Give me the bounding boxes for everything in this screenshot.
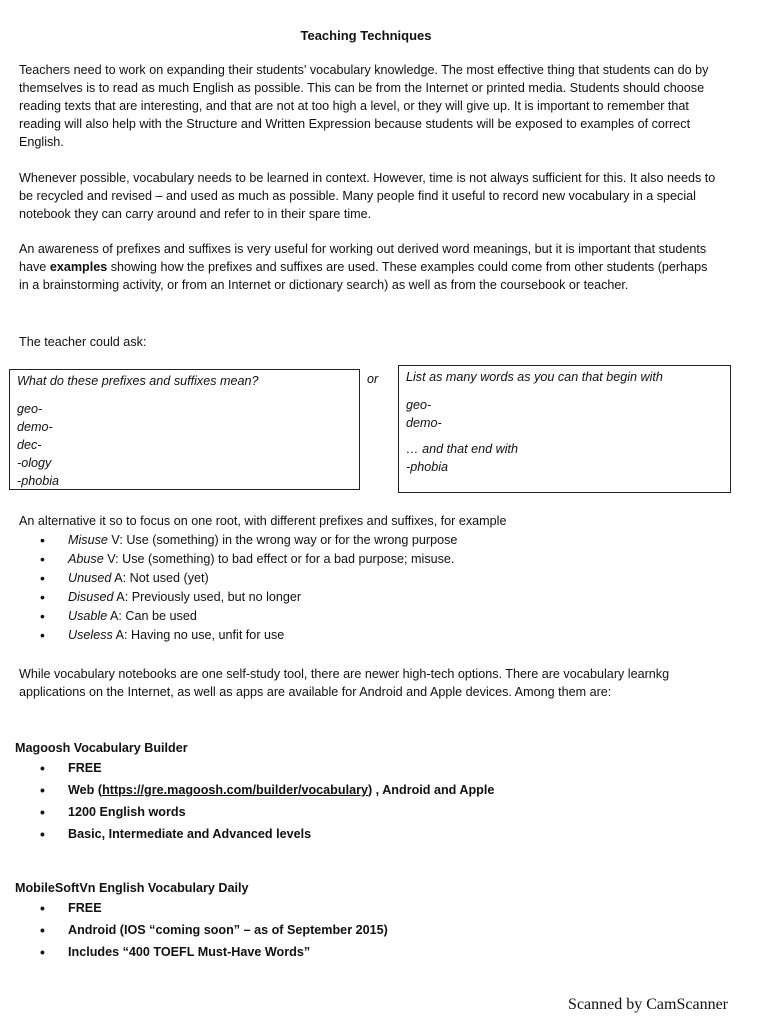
list-item <box>40 899 388 921</box>
definition: A: Previously used, but no longer <box>113 590 302 604</box>
magoosh-link[interactable]: https://gre.magoosh.com/builder/vocabulary <box>102 783 368 797</box>
box-right-item: demo- <box>406 416 442 430</box>
definition: V: Use (something) to bad effect or for a bad purpose; misuse. <box>103 552 455 566</box>
box-left-item: dec- <box>17 438 42 452</box>
app-list-mobilesoftvn <box>40 899 388 965</box>
list-item <box>40 803 494 825</box>
list-item <box>40 626 457 645</box>
box-left-item: demo- <box>17 420 53 434</box>
paragraph-apps: While vocabulary notebooks are one self-study tool, there are newer high-tech options. There are vocabulary learnkg applications on the Internet, as well as apps are available for Android and Apple devices. Among them are: <box>19 667 670 699</box>
word: Misuse <box>68 533 108 547</box>
list-item <box>40 569 457 588</box>
app-feature: Android (IOS “coming soon” – as of September 2015) <box>68 923 388 937</box>
definition: V: Use (something) in the wrong way or for the wrong purpose <box>107 533 458 547</box>
prefix-meaning-box <box>9 369 360 490</box>
app-feature: Basic, Intermediate and Advanced levels <box>68 827 312 841</box>
definition: A: Having no use, unfit for use <box>112 628 285 642</box>
paragraph-prefixes-part2: showing how the prefixes and suffixes are used. These examples could come from other students (perhaps in a brainstorming activity, or from an Internet or dictionary search) as well as from the coursebook or teacher. <box>19 260 708 292</box>
word-list-heading: List as many words as you can that begin with <box>406 370 663 384</box>
list-item <box>40 531 457 550</box>
list-item <box>40 550 457 569</box>
or-label: or <box>367 372 379 386</box>
teacher-could-ask: The teacher could ask: <box>19 335 147 349</box>
list-item <box>40 759 494 781</box>
box-left-item: geo- <box>17 402 43 416</box>
box-left-item: -phobia <box>17 474 60 488</box>
app-feature: FREE <box>68 761 102 775</box>
paragraph-prefixes-bold: examples <box>49 260 108 274</box>
paragraph-prefixes <box>19 240 719 294</box>
paragraph-reading: Teachers need to work on expanding their students' vocabulary knowledge. The most effective thing that students can do by themselves is to read as much English as possible. This can be from the Internet or printed media. Students should choose reading texts that are interesting, and that are not at too high a level, or they will give up. It is important to remember that reading will also help with the Structure and Written Expression because students will be exposed to examples of correct English. <box>19 63 709 149</box>
list-item <box>40 781 494 803</box>
word: Unused <box>68 571 112 585</box>
app-title-magoosh: Magoosh Vocabulary Builder <box>15 741 188 755</box>
app-feature: FREE <box>68 901 102 915</box>
box-right-end-item: -phobia <box>406 460 449 474</box>
app-feature-suffix: ) , Android and Apple <box>367 783 495 797</box>
alternative-intro: An alternative it so to focus on one root, with different prefixes and suffixes, for example <box>19 514 507 528</box>
list-item <box>40 943 388 965</box>
app-feature-prefix: Web ( <box>68 783 103 797</box>
box-right-end-heading: … and that end with <box>406 442 519 456</box>
box-left-item: -ology <box>17 456 52 470</box>
app-list-magoosh <box>40 759 494 847</box>
list-item <box>40 825 494 847</box>
list-item <box>40 607 457 626</box>
app-feature: 1200 English words <box>68 805 186 819</box>
paragraph-context: Whenever possible, vocabulary needs to be learned in context. However, time is not always sufficient for this. It also needs to be recycled and revised – and used as much as possible. Many people find it useful to record new vocabulary in a special notebook they can carry around and refer to in their spare time. <box>19 171 716 221</box>
scanner-watermark: Scanned by CamScanner <box>568 996 728 1013</box>
word: Useless <box>68 628 113 642</box>
definition: A: Can be used <box>107 609 197 623</box>
document-title: Teaching Techniques <box>300 28 432 43</box>
word: Abuse <box>68 552 104 566</box>
word-family-list <box>40 531 457 645</box>
prefix-meaning-heading: What do these prefixes and suffixes mean? <box>17 374 259 388</box>
word-list-box <box>398 365 731 493</box>
word: Disused <box>68 590 114 604</box>
app-feature: Includes “400 TOEFL Must-Have Words” <box>68 945 311 959</box>
app-title-mobilesoftvn: MobileSoftVn English Vocabulary Daily <box>15 881 249 895</box>
definition: A: Not used (yet) <box>111 571 209 585</box>
box-right-item: geo- <box>406 398 432 412</box>
word: Usable <box>68 609 108 623</box>
paragraph-prefixes-part1: An awareness of prefixes and suffixes is very useful for working out derived word meanings, but it is important that students have <box>19 242 707 274</box>
list-item <box>40 588 457 607</box>
list-item <box>40 921 388 943</box>
